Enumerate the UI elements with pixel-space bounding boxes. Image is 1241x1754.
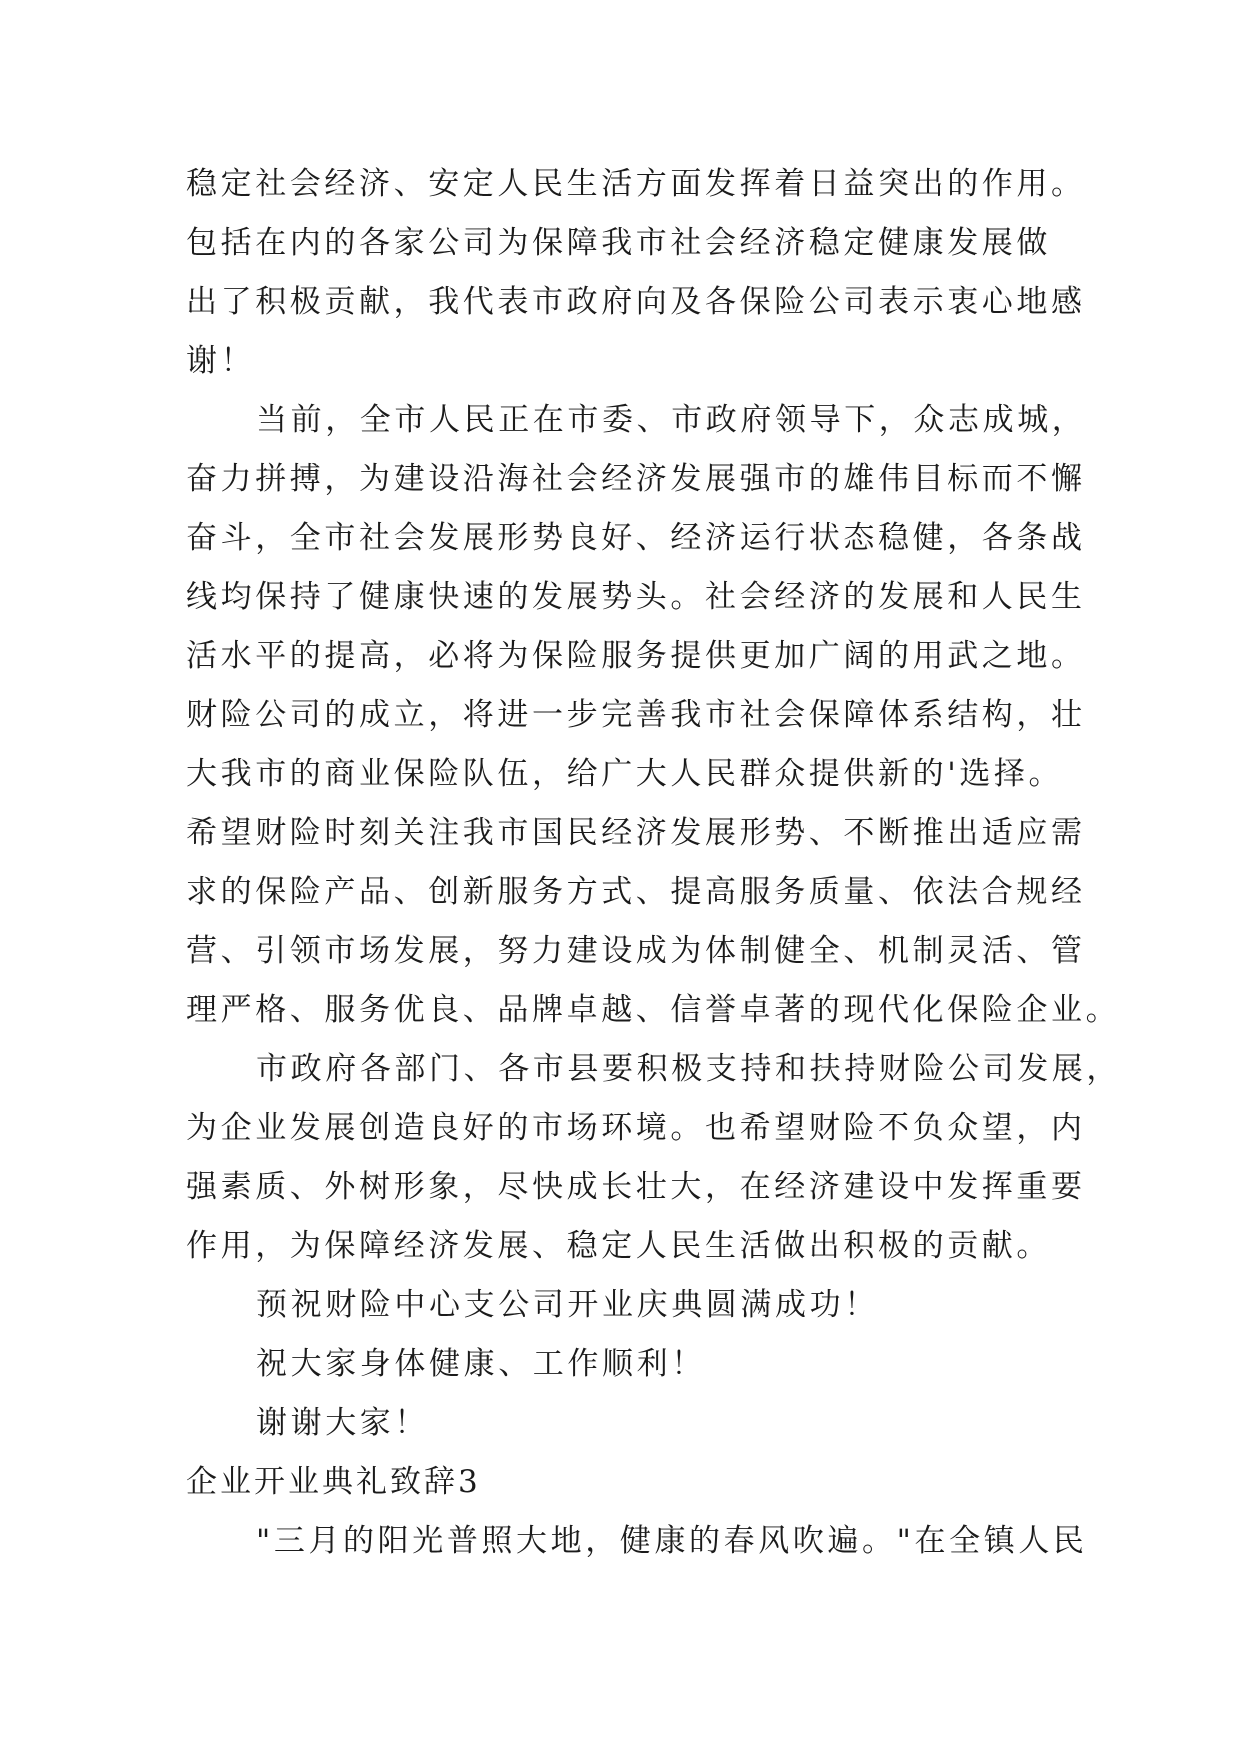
body-line: 财险公司的成立，将进一步完善我市社会保障体系结构，壮 [186, 697, 1086, 733]
body-line: 线均保持了健康快速的发展势头。社会经济的发展和人民生 [186, 579, 1086, 615]
paragraph-first-line: "三月的阳光普照大地，健康的春风吹遍。"在全镇人民 [256, 1523, 1088, 1559]
closing-line: 谢谢大家！ [256, 1405, 429, 1441]
body-line: 活水平的提高，必将为保险服务提供更加广阔的用武之地。 [186, 638, 1086, 674]
closing-line: 祝大家身体健康、工作顺利！ [256, 1346, 706, 1382]
paragraph-first-line: 市政府各部门、各市县要积极支持和扶持财险公司发展， [256, 1051, 1121, 1087]
body-line: 强素质、外树形象，尽快成长壮大，在经济建设中发挥重要 [186, 1169, 1086, 1205]
body-line: 希望财险时刻关注我市国民经济发展形势、不断推出适应需 [186, 815, 1086, 851]
body-line: 营、引领市场发展，努力建设成为体制健全、机制灵活、管 [186, 933, 1086, 969]
body-line: 稳定社会经济、安定人民生活方面发挥着日益突出的作用。 [186, 166, 1086, 202]
body-line: 为企业发展创造良好的市场环境。也希望财险不负众望，内 [186, 1110, 1086, 1146]
body-line: 求的保险产品、创新服务方式、提高服务质量、依法合规经 [186, 874, 1086, 910]
body-line: 作用，为保障经济发展、稳定人民生活做出积极的贡献。 [186, 1228, 1051, 1264]
section-heading: 企业开业典礼致辞3 [186, 1464, 481, 1500]
body-line: 奋斗，全市社会发展形势良好、经济运行状态稳健，各条战 [186, 520, 1086, 556]
body-line: 出了积极贡献，我代表市政府向及各保险公司表示衷心地感 [186, 284, 1086, 320]
closing-line: 预祝财险中心支公司开业庆典圆满成功！ [256, 1287, 879, 1323]
body-line: 理严格、服务优良、品牌卓越、信誉卓著的现代化保险企业。 [186, 992, 1121, 1028]
body-line: 大我市的商业保险队伍，给广大人民群众提供新的'选择。 [186, 756, 1064, 792]
body-line: 包括在内的各家公司为保障我市社会经济稳定健康发展做 [186, 225, 1051, 261]
body-line: 谢！ [186, 343, 256, 379]
paragraph-first-line: 当前，全市人民正在市委、市政府领导下，众志成城， [256, 402, 1087, 438]
body-line: 奋力拼搏，为建设沿海社会经济发展强市的雄伟目标而不懈 [186, 461, 1086, 497]
